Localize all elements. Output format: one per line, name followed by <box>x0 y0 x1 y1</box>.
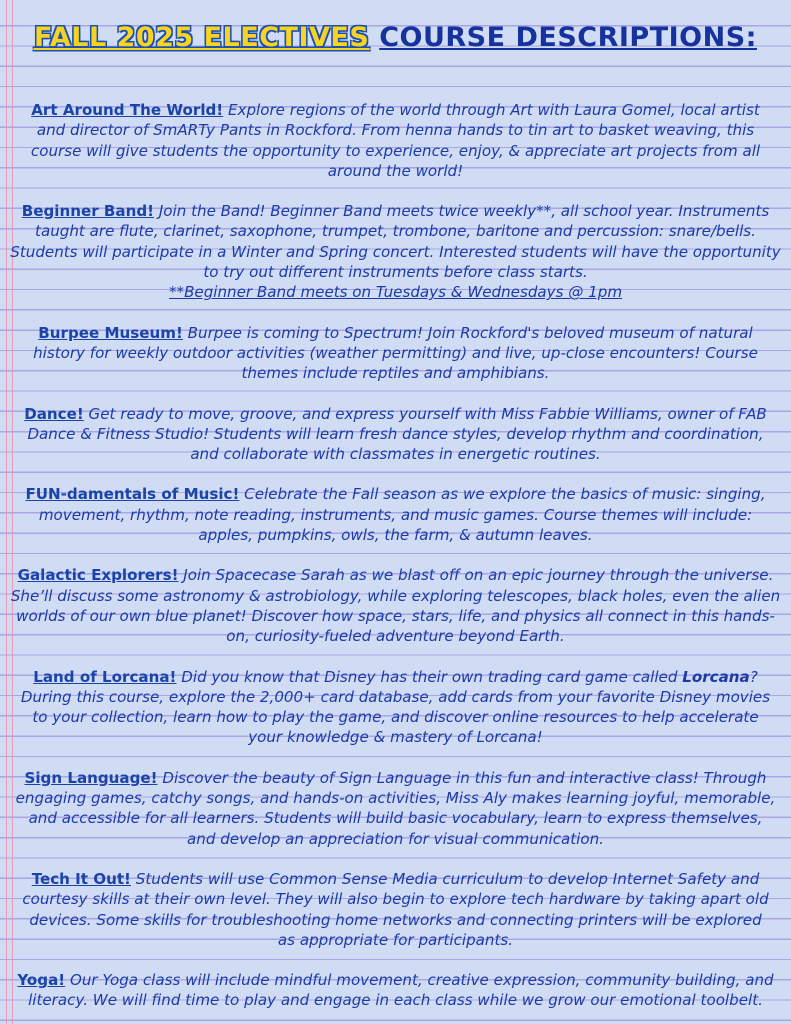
course-description: Join Spacecase Sarah as we blast off on an epic journey through the universe. She’ll discuss some astronomy & astrobiology, while exploring telescopes, black holes, even the alien worlds of our own blue planet! Discover how space, stars, life, and physics all connect in this hands-on, curiosity-fueled adventure beyond Earth. <box>10 566 781 646</box>
course-description: Explore regions of the world through Art with Laura Gomel, local artist and director of SmARTy Pants in Rockford. From henna hands to tin art to basket weaving, this course will give students the opportunity to experience, enjoy, & appreciate art projects from all around the world! <box>30 101 761 180</box>
course-land-of-lorcana <box>8 667 783 748</box>
course-description-part2: ? During this course, explore the 2,000+ card database, add cards from your favorite Disney movies to your collection, learn how to play the game, and discover online resources to help accelerate your knowledge & mastery of Lorcana! <box>20 667 771 747</box>
course-fundamentals-of-music <box>8 484 783 545</box>
title-rest: COURSE DESCRIPTIONS: <box>379 22 757 53</box>
course-description: Discover the beauty of Sign Language in this fun and interactive class! Through engaging games, catchy songs, and hands-on activities, Miss Aly makes learning joyful, memorable, and accessible for all learners. Students will build basic vocabulary, learn to express themselves, and develop an appreciation for visual communication. <box>15 768 776 848</box>
course-beginner-band <box>8 201 783 302</box>
course-description: Burpee is coming to Spectrum! Join Rockford's beloved museum of natural history for weekly outdoor activities (weather permitting) and live, up-close encounters! Course themes include reptiles and amphibians. <box>33 323 758 383</box>
course-name: Galactic Explorers! <box>17 566 179 585</box>
course-name: Yoga! <box>17 971 66 990</box>
title-highlight: FALL 2025 ELECTIVES <box>34 22 370 53</box>
course-name: Beginner Band! <box>21 202 155 221</box>
course-description: Celebrate the Fall season as we explore the basics of music: singing, movement, rhythm, note reading, instruments, and music games. Course themes will include: apples, pumpkins, owls, the farm, & autumn leaves. <box>38 485 766 545</box>
course-dance <box>8 404 783 465</box>
course-description: Get ready to move, groove, and express yourself with Miss Fabbie Williams, owner of FAB Dance & Fitness Studio! Students will learn fresh dance styles, develop rhythm and coordination, and collaborate with classmates in energetic routines. <box>27 404 767 464</box>
lorcana-emphasis: Lorcana <box>682 667 750 686</box>
course-name: Sign Language! <box>24 768 158 787</box>
course-name: Art Around The World! <box>31 101 224 119</box>
course-description: Our Yoga class will include mindful movement, creative expression, community building, and literacy. We will find time to play and engage in each class while we grow our emotional toolbelt. <box>28 971 774 1010</box>
course-yoga <box>8 970 783 1011</box>
course-tech-it-out <box>8 869 783 950</box>
course-name: FUN-damentals of Music! <box>25 485 240 504</box>
course-description: Join the Band! Beginner Band meets twice weekly**, all school year. Instruments taught are flute, clarinet, saxophone, trumpet, trombone, baritone and percussion: snare/bells. Students will participate in a Winter and Spring concert. Interested students will have the opportunity to try out different instruments before class starts. <box>10 202 781 282</box>
course-sign-language <box>8 768 783 849</box>
band-schedule-note: **Beginner Band meets on Tuesdays & Wednesdays @ 1pm <box>168 283 623 302</box>
course-name: Dance! <box>24 404 84 423</box>
course-name: Tech It Out! <box>31 869 131 888</box>
course-galactic-explorers <box>8 565 783 646</box>
course-name: Land of Lorcana! <box>33 667 177 686</box>
course-description-part1: Did you know that Disney has their own trading card game called <box>181 667 678 686</box>
course-description: Students will use Common Sense Media curriculum to develop Internet Safety and courtesy skills at their own level. They will also begin to explore tech hardware by taking apart old devices. Some skills for troubleshooting home networks and connecting printers will be explored as appropriate for participants. <box>22 869 769 949</box>
course-burpee-museum <box>8 323 783 384</box>
course-art-around-the-world <box>8 100 783 181</box>
course-name: Burpee Museum! <box>38 323 183 342</box>
page-title <box>8 0 783 56</box>
